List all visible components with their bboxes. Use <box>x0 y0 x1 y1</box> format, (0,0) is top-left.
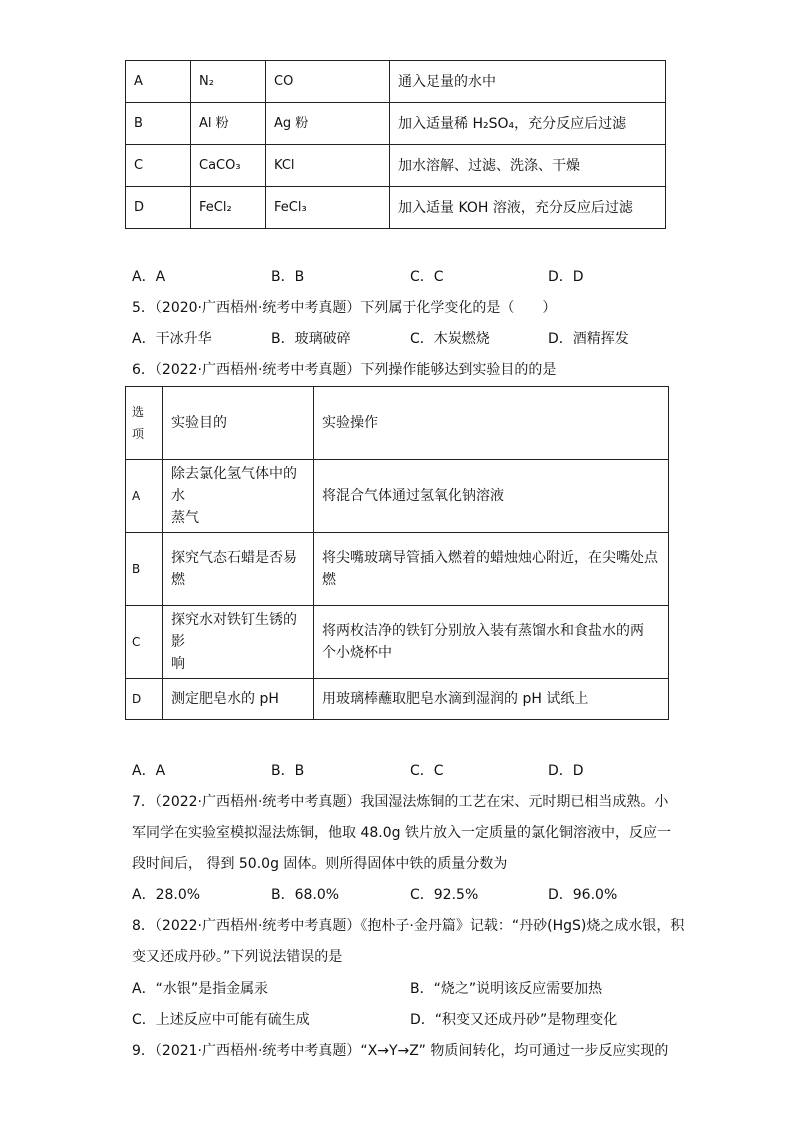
operation-cell <box>314 679 669 720</box>
option-cell: D <box>126 187 191 229</box>
operation-cell <box>314 533 669 606</box>
purpose-cell <box>163 606 314 679</box>
option-cell: C <box>126 145 191 187</box>
table-row <box>126 460 669 533</box>
table-row <box>126 606 669 679</box>
operation-cell <box>314 460 669 533</box>
operation-line: 用玻璃棒蘸取肥皂水滴到湿润的 pH 试纸上 <box>322 691 589 707</box>
experiment-table <box>125 386 669 720</box>
impurity-cell: Ag 粉 <box>266 103 390 145</box>
q9-stem: 9．（2021·广西梧州·统考中考真题）“X→Y→Z” 物质间转化，均可通过一步反应实现的 <box>132 1043 669 1059</box>
method-cell: 通入足量的水中 <box>390 61 666 103</box>
option-header-line: 选 <box>132 405 145 419</box>
table-row <box>126 103 666 145</box>
q7-line: 军同学在实验室模拟湿法炼铜，他取 48.0g 铁片放入一定质量的氯化铜溶液中，反应一 <box>132 825 671 841</box>
operation-line: 将两枚洁净的铁钉分别放入装有蒸馏水和食盐水的两 <box>322 623 644 639</box>
purpose-line: 除去氯化氢气体中的水 <box>171 466 297 504</box>
option-a[interactable]: A．A <box>132 269 166 285</box>
method-cell: 加入适量 KOH 溶液，充分反应后过滤 <box>390 187 666 229</box>
option-cell: A <box>126 460 163 533</box>
option-header-cell <box>126 387 163 460</box>
table-row <box>126 145 666 187</box>
purpose-cell <box>163 679 314 720</box>
option-d[interactable]: D．“积变又还成丹砂”是物理变化 <box>410 1012 618 1028</box>
option-cell: B <box>126 533 163 606</box>
table-header-row <box>126 387 669 460</box>
q8-line: 变又还成丹砂。”下列说法错误的是 <box>132 949 343 965</box>
option-header-line: 项 <box>132 427 145 441</box>
option-cell: A <box>126 61 191 103</box>
option-cell: C <box>126 606 163 679</box>
option-a[interactable]: A．A <box>132 763 166 779</box>
operation-line: 将尖嘴玻璃导管插入燃着的蜡烛烛心附近，在尖嘴处点 <box>322 550 658 566</box>
operation-line: 将混合气体通过氢氧化钠溶液 <box>322 488 504 504</box>
method-cell: 加水溶解、过滤、洗涤、干燥 <box>390 145 666 187</box>
option-d[interactable]: D．D <box>548 269 584 285</box>
option-b[interactable]: B．“烧之”说明该反应需要加热 <box>410 981 603 997</box>
operation-line: 个小烧杯中 <box>322 645 392 661</box>
operation-header-cell: 实验操作 <box>314 387 669 460</box>
q7-line: 7．（2022·广西梧州·统考中考真题）我国湿法炼铜的工艺在宋、元时期已相当成熟。小 <box>132 794 669 810</box>
substance-cell: Al 粉 <box>191 103 266 145</box>
method-cell: 加入适量稀 H₂SO₄，充分反应后过滤 <box>390 103 666 145</box>
option-a[interactable]: A．“水银”是指金属汞 <box>132 981 269 997</box>
option-d[interactable]: D．D <box>548 763 584 779</box>
q8-stem <box>132 911 685 973</box>
impurity-cell: KCl <box>266 145 390 187</box>
table-row <box>126 533 669 606</box>
option-cell: B <box>126 103 191 145</box>
purpose-cell <box>163 460 314 533</box>
option-b[interactable]: B．B <box>271 763 305 779</box>
option-a[interactable]: A．干冰升华 <box>132 331 212 347</box>
purpose-cell <box>163 533 314 606</box>
substance-cell: CaCO₃ <box>191 145 266 187</box>
operation-cell <box>314 606 669 679</box>
impurity-cell: CO <box>266 61 390 103</box>
purpose-header-cell: 实验目的 <box>163 387 314 460</box>
q7-stem <box>132 787 672 880</box>
table-row <box>126 187 666 229</box>
option-cell: D <box>126 679 163 720</box>
option-d[interactable]: D．96.0% <box>548 887 618 903</box>
table-row <box>126 679 669 720</box>
substance-cell: N₂ <box>191 61 266 103</box>
table-row <box>126 61 666 103</box>
purpose-line: 探究气态石蜡是否易燃 <box>171 550 297 588</box>
option-c[interactable]: C．92.5% <box>410 887 479 903</box>
option-b[interactable]: B．玻璃破碎 <box>271 331 351 347</box>
purpose-line: 响 <box>171 656 185 672</box>
purpose-line: 探究水对铁钉生锈的影 <box>171 612 297 650</box>
q6-stem: 6．（2022·广西梧州·统考中考真题）下列操作能够达到实验目的的是 <box>132 362 557 378</box>
option-c[interactable]: C．上述反应中可能有硫生成 <box>132 1012 310 1028</box>
q7-line: 段时间后， 得到 50.0g 固体。则所得固体中铁的质量分数为 <box>132 856 508 872</box>
purpose-line: 蒸气 <box>171 510 199 526</box>
option-d[interactable]: D．酒精挥发 <box>548 331 629 347</box>
q8-line: 8．（2022·广西梧州·统考中考真题）《抱朴子·金丹篇》记载：“丹砂(HgS)烧之成水银，积 <box>132 918 685 934</box>
impurity-cell: FeCl₃ <box>266 187 390 229</box>
substance-cell: FeCl₂ <box>191 187 266 229</box>
option-b[interactable]: B．B <box>271 269 305 285</box>
option-c[interactable]: C．木炭燃烧 <box>410 331 490 347</box>
separation-table <box>125 60 666 229</box>
option-a[interactable]: A．28.0% <box>132 887 201 903</box>
operation-line: 燃 <box>322 572 336 588</box>
option-c[interactable]: C．C <box>410 763 444 779</box>
q5-stem: 5．（2020·广西梧州·统考中考真题）下列属于化学变化的是（ ） <box>132 300 557 316</box>
option-b[interactable]: B．68.0% <box>271 887 340 903</box>
purpose-line: 测定肥皂水的 pH <box>171 691 279 707</box>
option-c[interactable]: C．C <box>410 269 444 285</box>
